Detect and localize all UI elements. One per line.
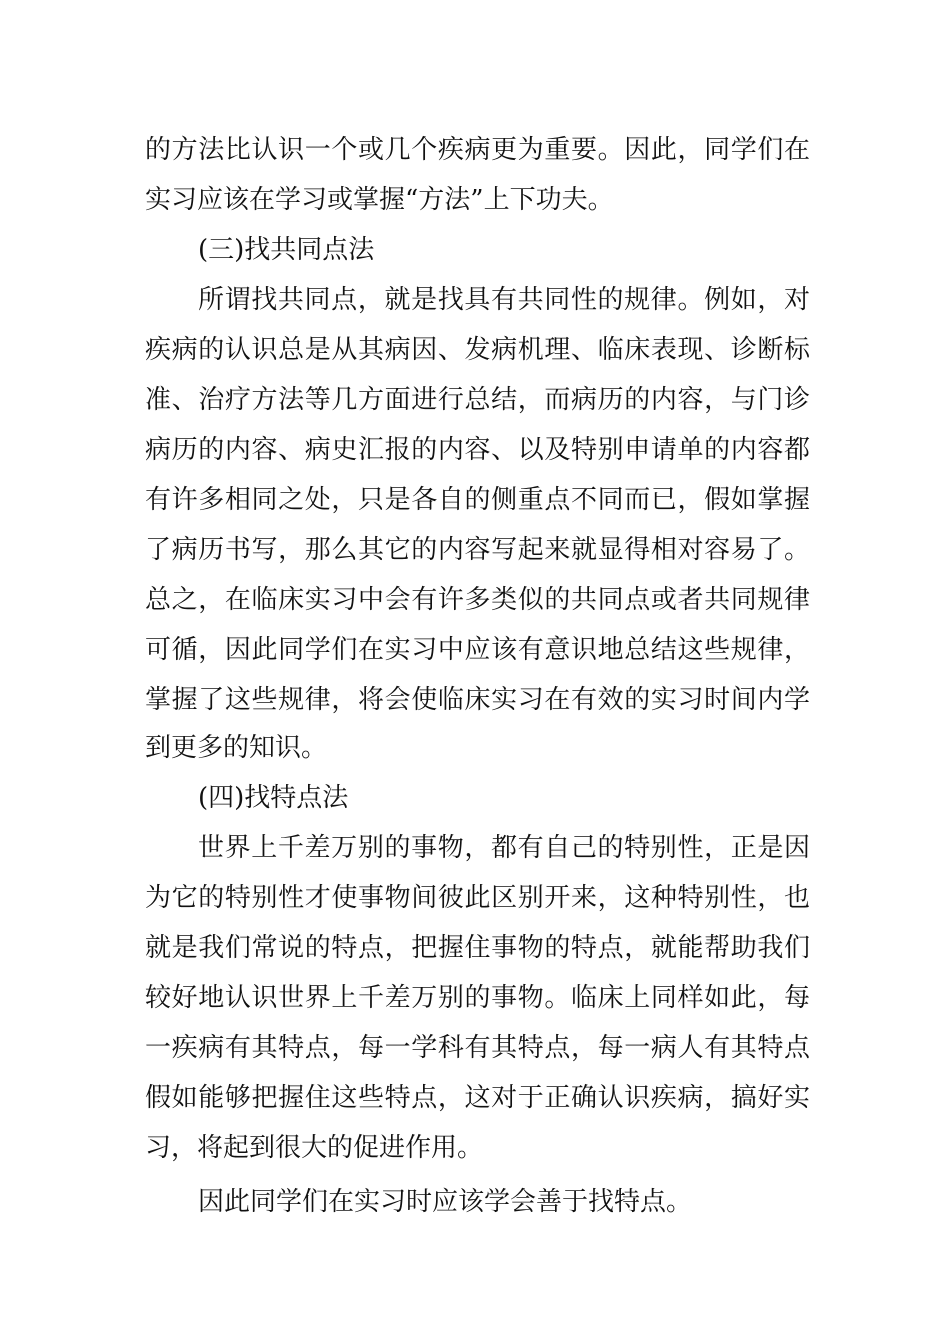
text-line: 到更多的知识。 xyxy=(145,733,328,763)
paragraph-first-line: 世界上千差万别的事物，都有自己的特别性，正是因 xyxy=(198,833,810,863)
text-line: 的方法比认识一个或几个疾病更为重要。因此，同学们在 xyxy=(145,135,810,165)
text-line: 有许多相同之处，只是各自的侧重点不同而已，假如掌握 xyxy=(145,485,810,515)
section-heading: (四)找特点法 xyxy=(198,783,349,813)
text-line: 病历的内容、病史汇报的内容、以及特别申请单的内容都 xyxy=(145,435,810,465)
text-line: 实习应该在学习或掌握“方法”上下功夫。 xyxy=(145,185,614,215)
text-line: 总之，在临床实习中会有许多类似的共同点或者共同规律 xyxy=(145,585,810,615)
text-line: 就是我们常说的特点，把握住事物的特点，就能帮助我们 xyxy=(145,933,810,963)
text-line: 准、治疗方法等几方面进行总结，而病历的内容，与门诊 xyxy=(145,385,810,415)
text-line: 假如能够把握住这些特点，这对于正确认识疾病，搞好实 xyxy=(145,1083,810,1113)
text-line: 掌握了这些规律，将会使临床实习在有效的实习时间内学 xyxy=(145,685,810,715)
text-line: 为它的特别性才使事物间彼此区别开来，这种特别性，也 xyxy=(145,883,810,913)
paragraph-first-line: 因此同学们在实习时应该学会善于找特点。 xyxy=(198,1187,693,1217)
text-line: 习，将起到很大的促进作用。 xyxy=(145,1133,484,1163)
text-line: 疾病的认识总是从其病因、发病机理、临床表现、诊断标 xyxy=(145,335,810,365)
text-line: 可循，因此同学们在实习中应该有意识地总结这些规律， xyxy=(145,635,810,665)
section-heading: (三)找共同点法 xyxy=(198,235,375,265)
text-line: 了病历书写，那么其它的内容写起来就显得相对容易了。 xyxy=(145,535,810,565)
paragraph-first-line: 所谓找共同点，就是找具有共同性的规律。例如，对 xyxy=(198,285,810,315)
text-line: 一疾病有其特点，每一学科有其特点，每一病人有其特点 xyxy=(145,1033,810,1063)
text-line: 较好地认识世界上千差万别的事物。临床上同样如此，每 xyxy=(145,983,810,1013)
